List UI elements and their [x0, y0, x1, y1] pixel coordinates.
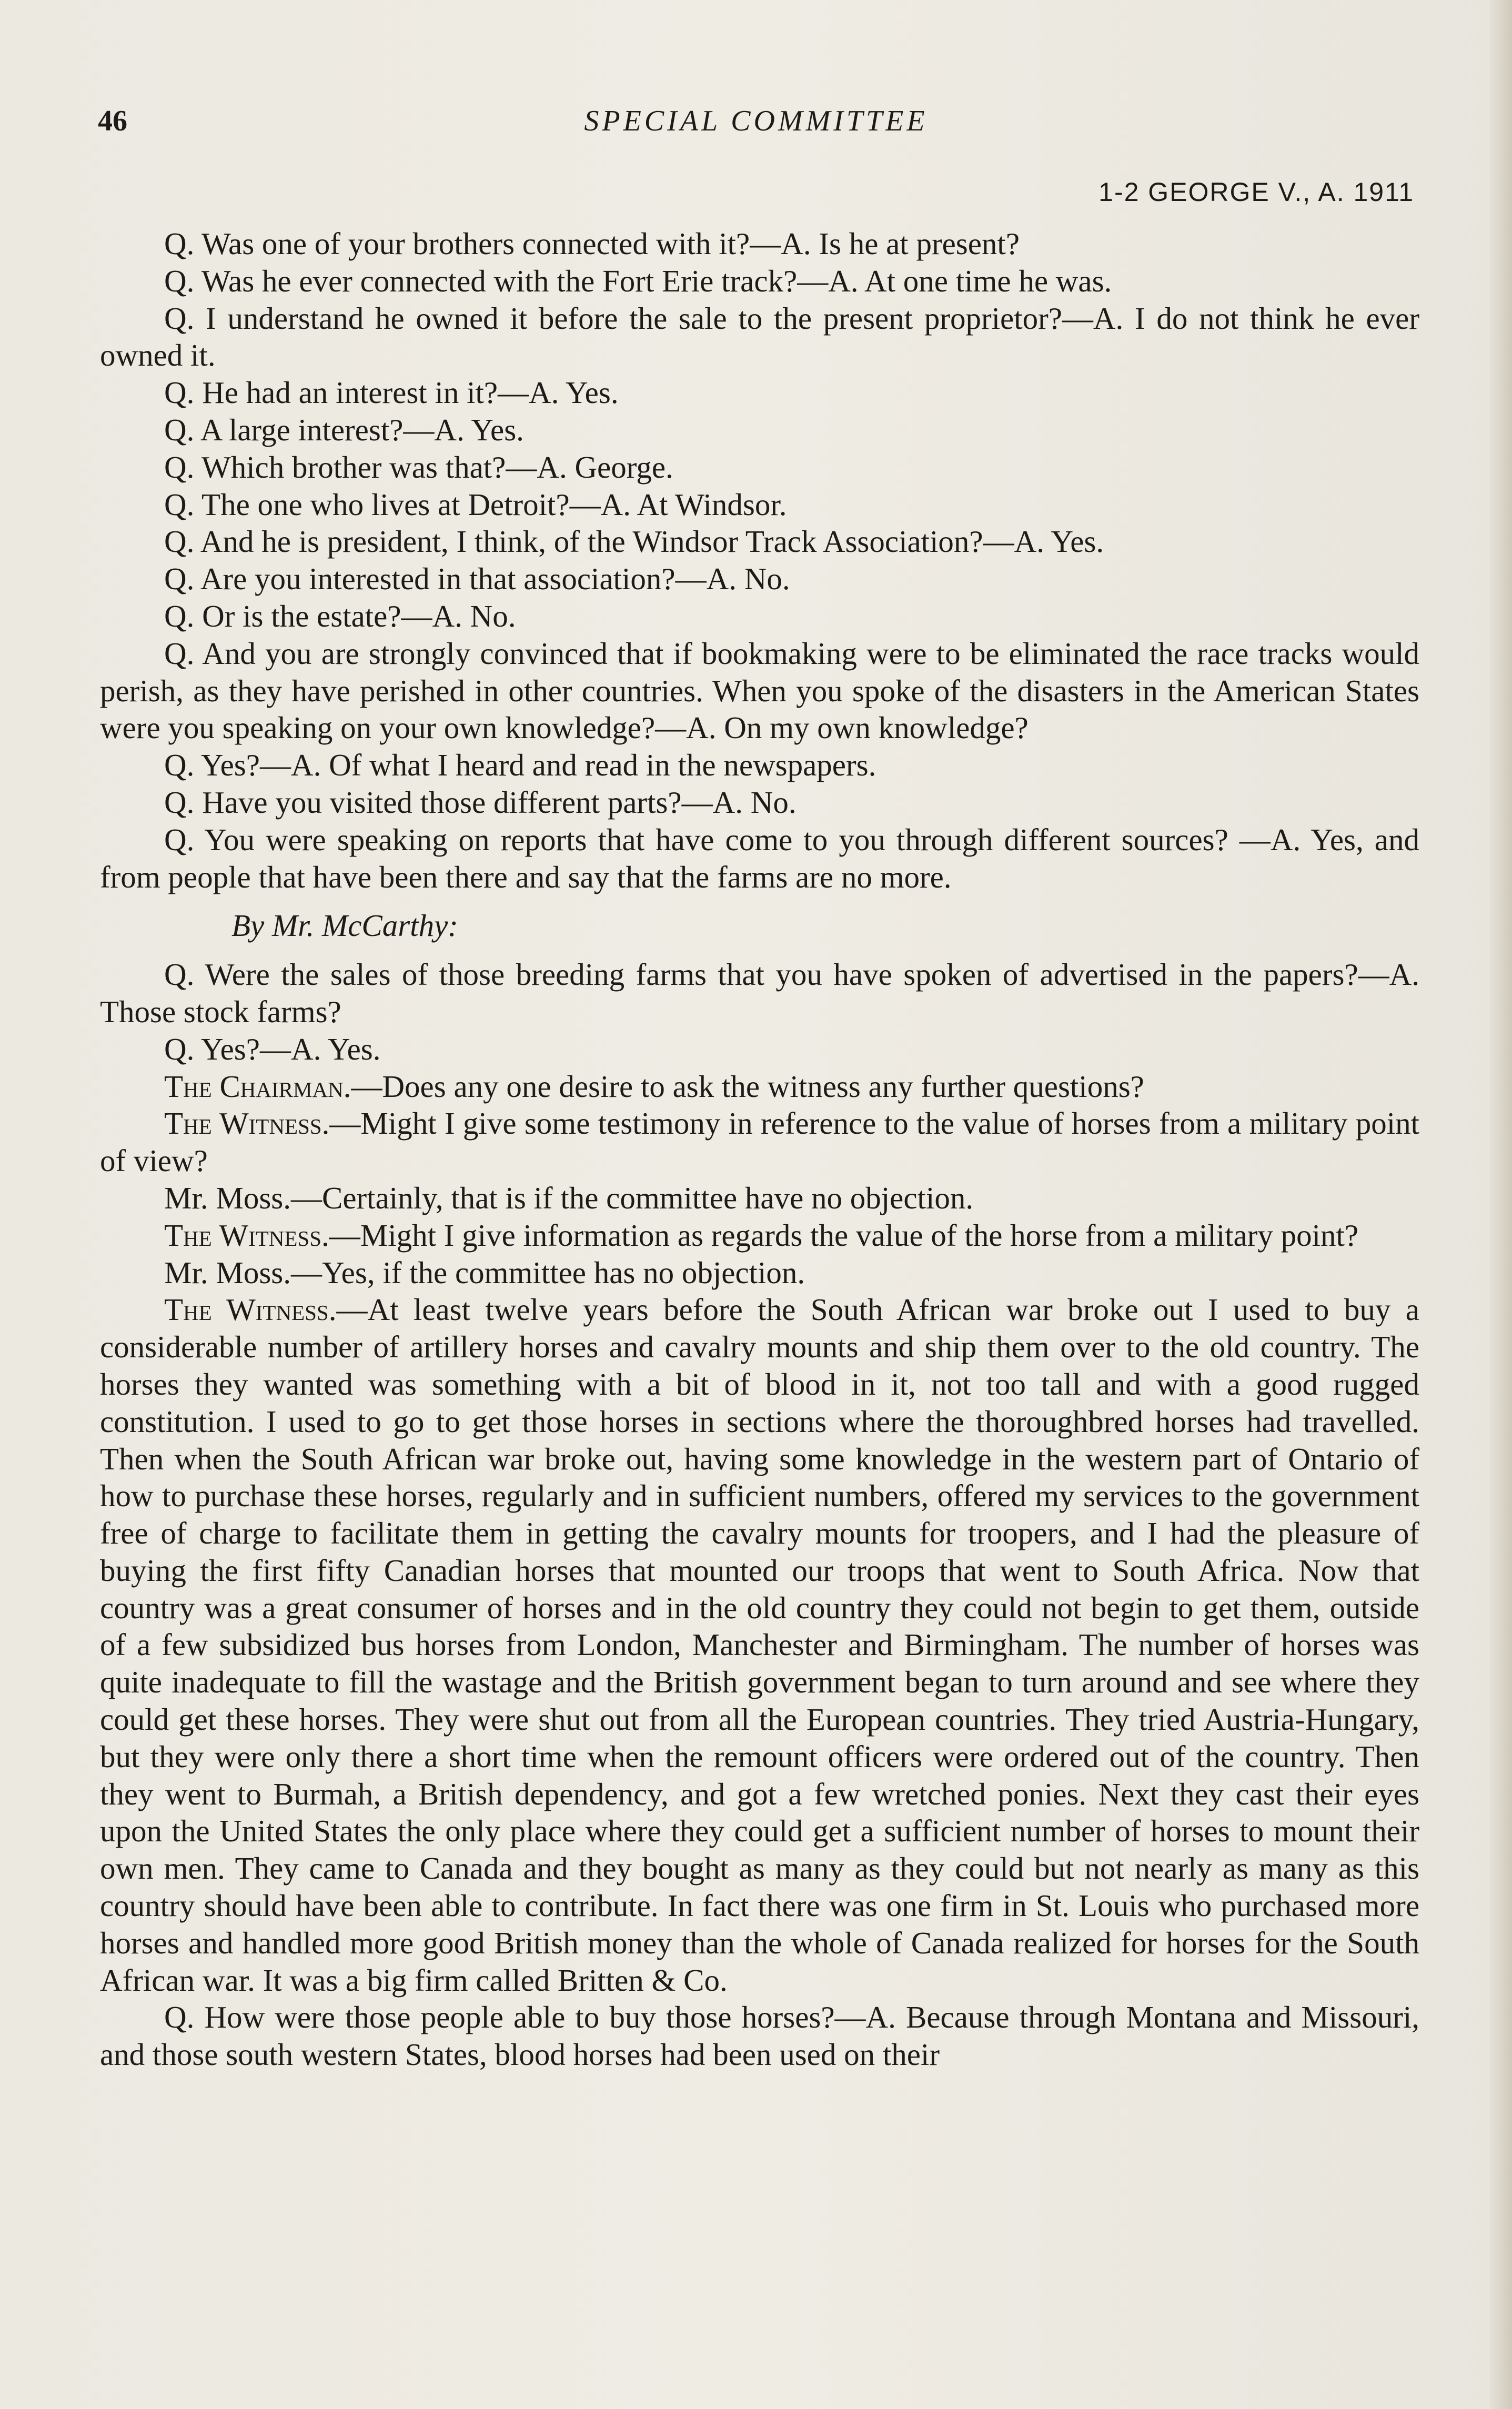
testimony-paragraph: Q. Yes?—A. Yes. [164, 1031, 381, 1066]
testimony-paragraph: Mr. Moss.—Certainly, that is if the committee have no objection. [164, 1180, 974, 1215]
speaker-text: —At least twelve years before the South African war broke out I used to buy a considerable number of artillery horses and cavalry mounts and ship them over to the old country. The horses they wanted was something with a bit of blood in it, not too tall and with a good rugged constitution. I used to go to get those horses in sections where the thoroughbred horses had travelled. Then when the South African war broke out, having some knowledge in the western part of Ontario of how to purchase these horses, regularly and in sufficient numbers, offered my services to the government free of charge to facilitate them in getting the cavalry mounts for troopers, and I had the pleasure of buying the first fifty Canadian horses that mounted our troops that went to South Africa. Now that country was a great consumer of horses and in the old country they could not begin to get them, outside of a few subsidized bus horses from London, Manchester and Birmingham. The number of horses was quite inadequate to fill the wastage and the British government began to turn around and see where they could get these horses. They were shut out from all the European countries. They tried Austria-Hungary, but they were only there a short time when the remount officers were ordered out of the country. Then they went to Burmah, a British dependency, and got a few wretched ponies. Next they cast their eyes upon the United States the only place where they could get a sufficient number of horses to mount their own men. They came to Canada and they bought as many as they could but not nearly as many as this country should have been able to contribute. In fact there was one firm in St. Louis who purchased more horses and handled more good British money than the whole of Canada realized for horses for the South African war. It was a big firm called Britten & Co. [100, 1292, 1419, 1998]
speaker-name: The Witness. [164, 1106, 330, 1141]
speaker-text: —Might I give information as regards the value of the horse from a military point? [329, 1217, 1359, 1253]
transcript-body [100, 225, 1419, 2073]
speaker-name: The Witness. [164, 1217, 329, 1253]
testimony-paragraph: Q. Or is the estate?—A. No. [164, 598, 516, 633]
testimony-paragraph: Q. And he is president, I think, of the Windsor Track Association?—A. Yes. [164, 524, 1104, 559]
testimony-paragraph: Q. Which brother was that?—A. George. [164, 449, 673, 485]
examiner-byline: By Mr. McCarthy: [231, 908, 458, 943]
testimony-paragraph: Q. Was he ever connected with the Fort Erie track?—A. At one time he was. [164, 263, 1112, 298]
testimony-paragraph: Q. A large interest?—A. Yes. [164, 412, 524, 447]
speaker-name: The Chairman. [164, 1069, 351, 1104]
testimony-paragraph: Q. You were speaking on reports that have come to you through different sources? —A. Yes, and from people that have been there and say that the farms are no more. [100, 822, 1419, 894]
testimony-paragraph: Q. Was one of your brothers connected with it?—A. Is he at present? [164, 226, 1020, 261]
session-reference: 1-2 GEORGE V., A. 1911 [1098, 177, 1414, 207]
page-header [98, 104, 1414, 146]
running-head: SPECIAL COMMITTEE [584, 105, 928, 137]
testimony-paragraph: Q. How were those people able to buy those horses?—A. Because through Montana and Missouri, and those south western States, blood horses had been used on their [100, 2000, 1419, 2072]
speaker-paragraph [100, 1291, 1419, 1999]
testimony-paragraph: Q. Have you visited those different parts?—A. No. [164, 784, 797, 820]
testimony-paragraph: Q. Are you interested in that association?—A. No. [164, 561, 790, 597]
speaker-text: —Might I give some testimony in reference to the value of horses from a military point of view? [100, 1106, 1419, 1178]
page-number: 46 [98, 105, 127, 137]
testimony-paragraph: Q. And you are strongly convinced that if bookmaking were to be eliminated the race tracks would perish, as they have perished in other countries. When you spoke of the disasters in the American States were you speaking on your own knowledge?—A. On my own knowledge? [100, 636, 1419, 745]
testimony-paragraph: Q. He had an interest in it?—A. Yes. [164, 375, 619, 410]
testimony-paragraph: Q. I understand he owned it before the sale to the present proprietor?—A. I do not think he ever owned it. [100, 300, 1419, 373]
page-edge-shadow [1490, 0, 1512, 2409]
testimony-paragraph: Q. Yes?—A. Of what I heard and read in the newspapers. [164, 748, 876, 783]
testimony-paragraph: Mr. Moss.—Yes, if the committee has no objection. [164, 1255, 805, 1290]
testimony-paragraph: Q. The one who lives at Detroit?—A. At Windsor. [164, 487, 787, 522]
speaker-paragraph [100, 1105, 1419, 1180]
speaker-paragraph [100, 1068, 1419, 1105]
testimony-paragraph: Q. Were the sales of those breeding farms that you have spoken of advertised in the papers?—A. Those stock farms? [100, 957, 1419, 1029]
speaker-text: —Does any one desire to ask the witness any further questions? [351, 1069, 1144, 1104]
speaker-name: The Witness. [164, 1292, 337, 1327]
speaker-paragraph [100, 1217, 1419, 1254]
